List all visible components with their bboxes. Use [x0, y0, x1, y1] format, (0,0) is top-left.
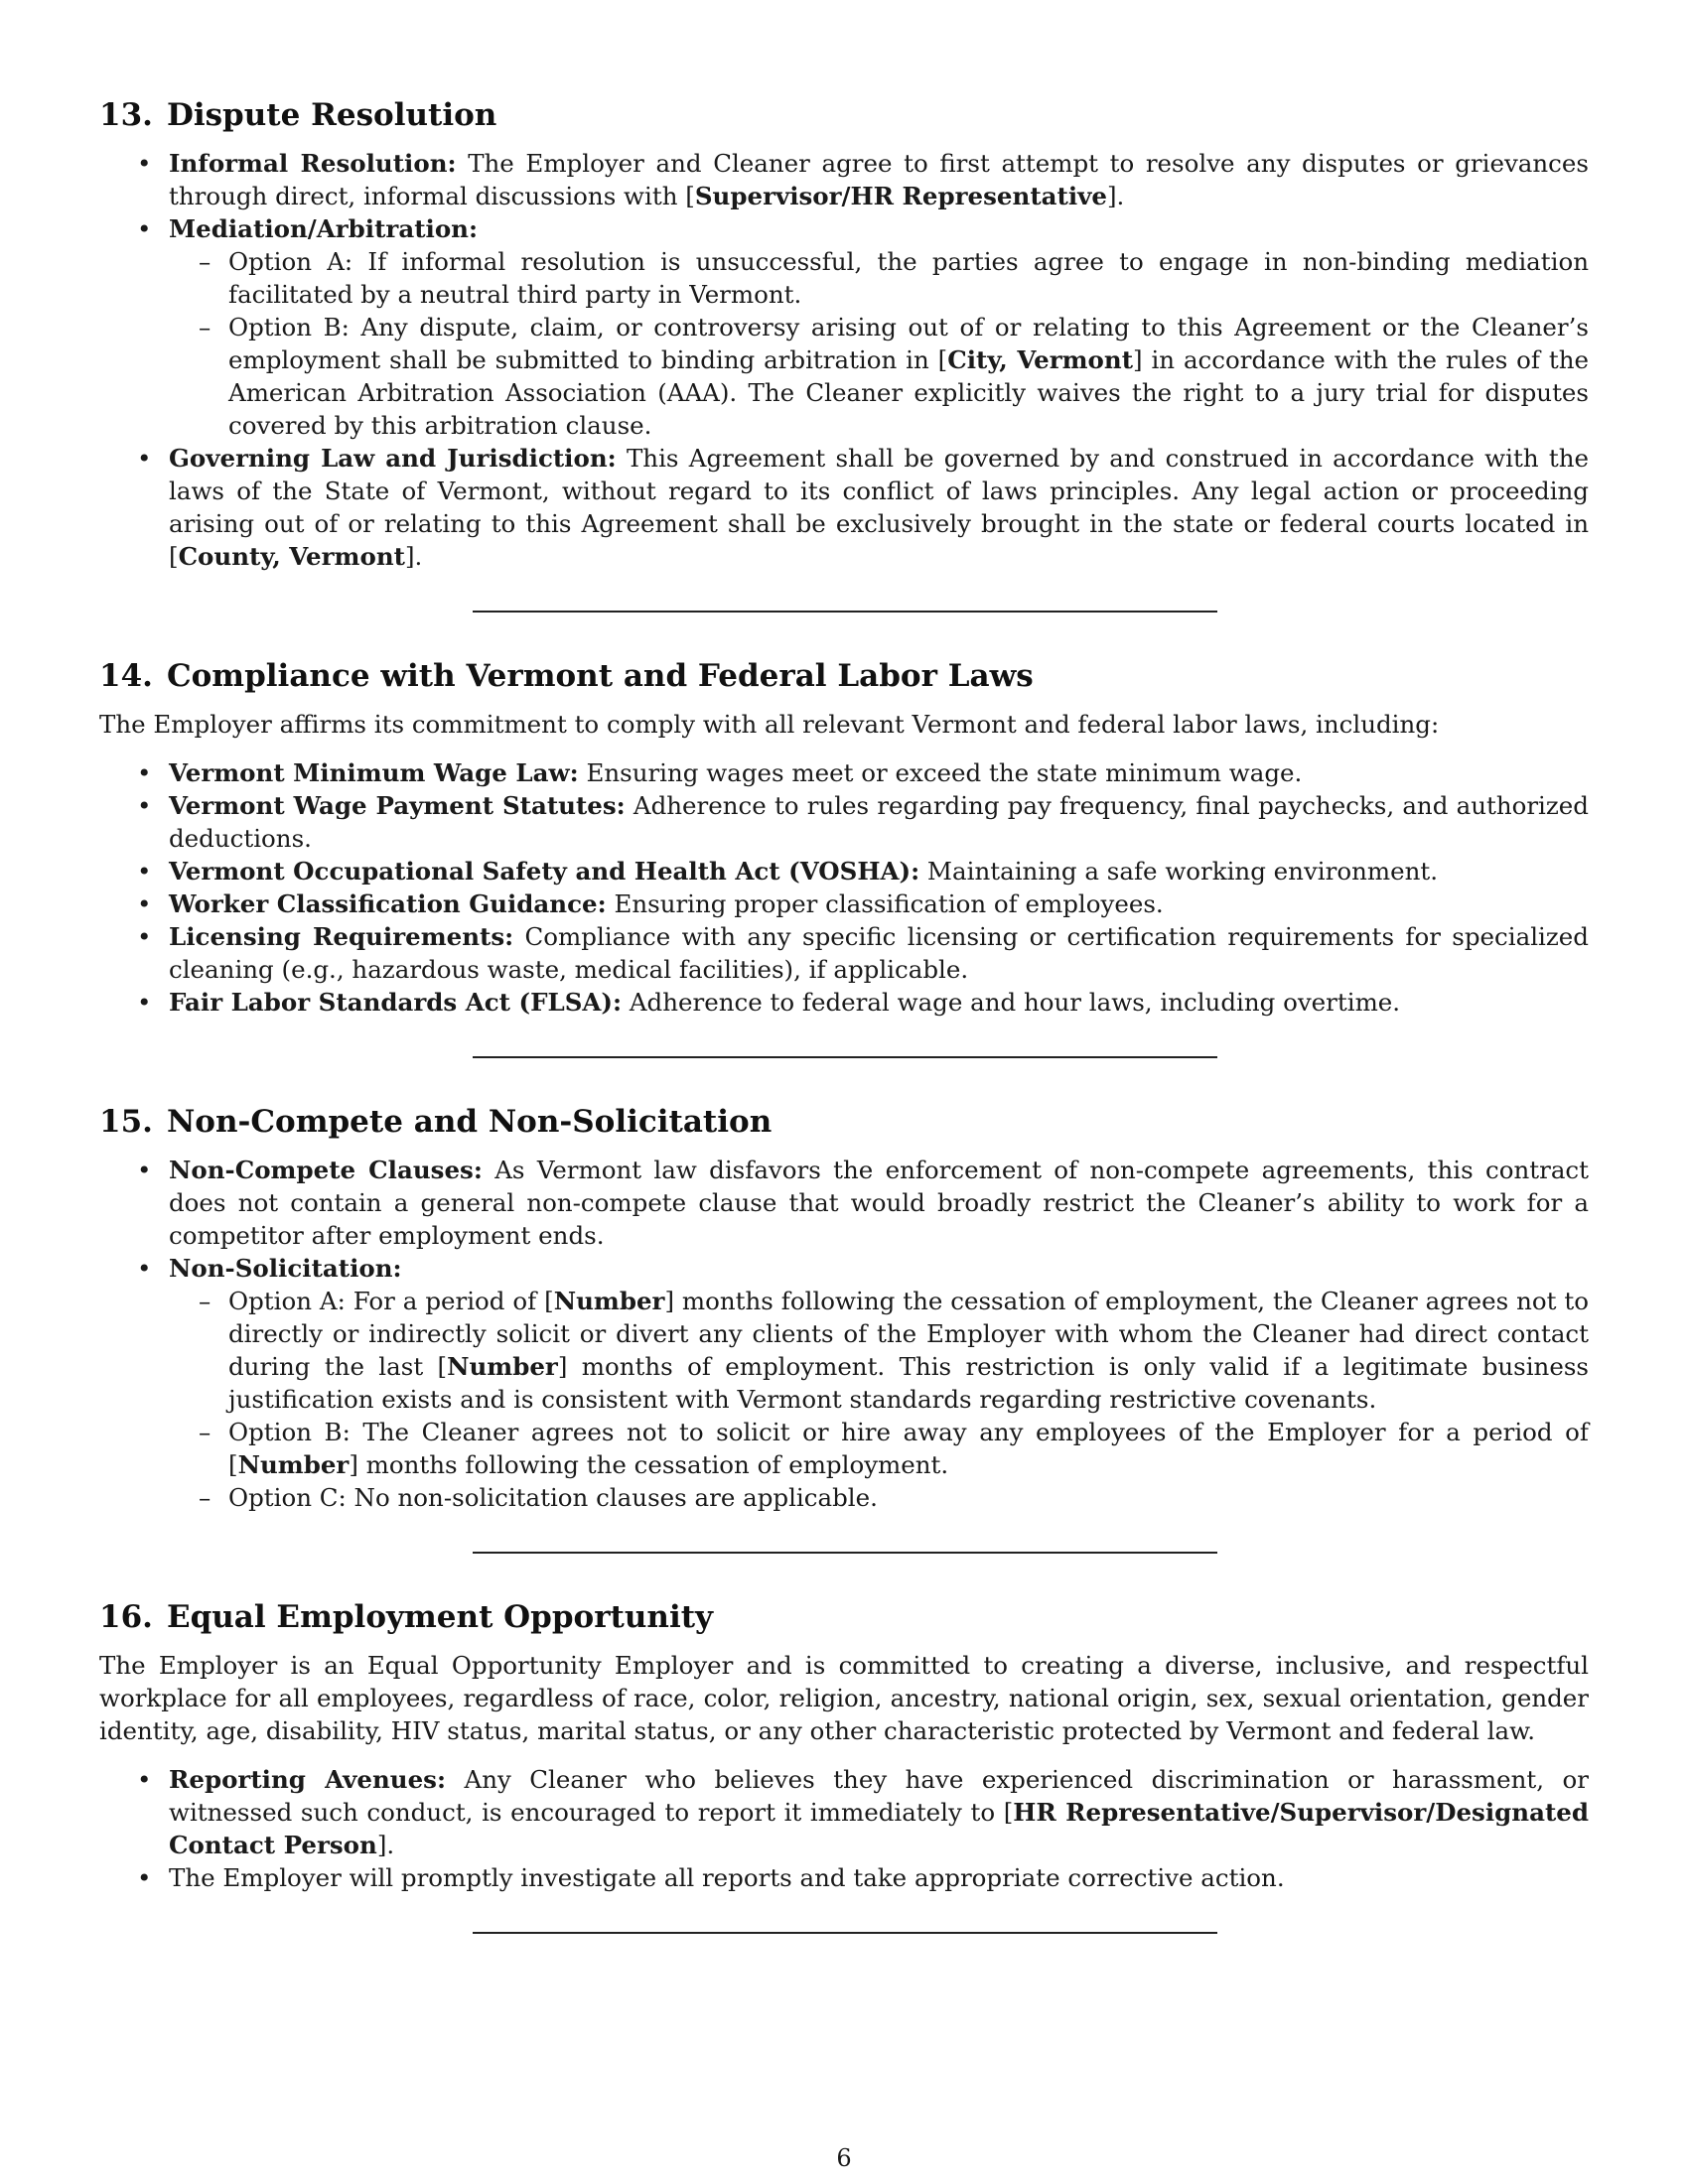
section-intro: The Employer is an Equal Opportunity Employer and is committed to creating a diverse, inclusive, and respectful workplace for all employees, regardless of race, color, religion, ancestry, national origin, sex, sexual orientation, gender identity, age, disability, HIV status, marital status, or any other characteristic protected by Vermont and federal law.	[99, 1651, 1589, 1745]
section-divider	[473, 1552, 1217, 1554]
bullet-list	[99, 1154, 1589, 1514]
section-heading: 16. Equal Employment Opportunity	[99, 1599, 714, 1635]
page-number: 6	[836, 2144, 852, 2172]
list-item: • Worker Classification Guidance: Ensuring proper classification of employees.	[137, 889, 1164, 918]
list-item: • Non-Solicitation: – Option A: For a period of [Number] months following the cessation of employment, the Cleaner agrees not to directly or indirectly solicit or divert any clients of the Employer with whom the Cleaner had direct contact during the last [Number] months of employment. This restriction is only valid if a legitimate business justification exists and is consistent with Vermont standards regarding restrictive covenants. – Option B: The Cleaner agrees not to solicit or hire away any employees of the Employer for a period of [Number] months following the cessation of employment. – Option C: No non-solicitation clauses are applicable.	[137, 1254, 1589, 1512]
section-heading: 13. Dispute Resolution	[99, 97, 497, 133]
bullet-icon: •	[137, 214, 152, 243]
section-non-compete	[99, 1102, 1589, 1554]
section-divider	[473, 1056, 1217, 1058]
dash-icon: –	[199, 1483, 211, 1512]
bullet-icon: •	[137, 1863, 152, 1892]
list-item: • Reporting Avenues: Any Cleaner who believes they have experienced discrimination or harassment, or witnessed such conduct, is encouraged to report it immediately to [HR Representative/Supervisor/Designated Contact Person].	[137, 1765, 1589, 1859]
bullet-icon: •	[137, 889, 152, 918]
section-heading: 14. Compliance with Vermont and Federal Labor Laws	[99, 658, 1034, 694]
list-item: • The Employer will promptly investigate all reports and take appropriate corrective action.	[137, 1863, 1285, 1892]
sub-list	[169, 245, 1589, 442]
bullet-icon: •	[137, 1254, 152, 1283]
bullet-icon: •	[137, 444, 152, 473]
bullet-icon: •	[137, 857, 152, 886]
bullet-icon: •	[137, 149, 152, 178]
bullet-icon: •	[137, 1156, 152, 1184]
list-item: • Governing Law and Jurisdiction: This Agreement shall be governed by and construed in accordance with the laws of the State of Vermont, without regard to its conflict of laws principles. Any legal action or proceeding arising out of or relating to this Agreement shall be exclusively brought in the state or federal courts located in [County, Vermont].	[137, 444, 1590, 571]
bullet-list	[99, 1763, 1589, 1894]
section-compliance	[99, 656, 1589, 1058]
bullet-icon: •	[137, 922, 152, 951]
document-page	[99, 95, 1589, 1978]
dash-icon: –	[199, 1287, 211, 1315]
dash-icon: –	[199, 1418, 211, 1446]
bullet-icon: •	[137, 1765, 152, 1794]
dash-icon: –	[199, 313, 211, 341]
list-item: • Informal Resolution: The Employer and Cleaner agree to first attempt to resolve any disputes or grievances through direct, informal discussions with [Supervisor/HR Representative].	[137, 149, 1589, 210]
sub-list-item: – Option C: No non-solicitation clauses are applicable.	[199, 1483, 878, 1512]
list-item: • Vermont Wage Payment Statutes: Adherence to rules regarding pay frequency, final paychecks, and authorized deductions.	[137, 791, 1589, 853]
list-item: • Vermont Minimum Wage Law: Ensuring wages meet or exceed the state minimum wage.	[137, 758, 1303, 787]
dash-icon: –	[199, 247, 211, 276]
section-intro: The Employer affirms its commitment to comply with all relevant Vermont and federal labor laws, including:	[99, 710, 1440, 739]
sub-list-item: – Option B: Any dispute, claim, or controversy arising out of or relating to this Agreement or the Cleaner’s employment shall be submitted to binding arbitration in [City, Vermont] in accordance with the rules of the American Arbitration Association (AAA). The Cleaner explicitly waives the right to a jury trial for disputes covered by this arbitration clause.	[199, 313, 1589, 440]
bullet-icon: •	[137, 988, 152, 1017]
sub-list	[169, 1285, 1589, 1514]
list-item: • Non-Compete Clauses: As Vermont law disfavors the enforcement of non-compete agreements, this contract does not contain a general non-compete clause that would broadly restrict the Cleaner’s ability to work for a competitor after employment ends.	[137, 1156, 1589, 1250]
section-heading: 15. Non-Compete and Non-Solicitation	[99, 1104, 773, 1140]
bullet-list	[99, 756, 1589, 1019]
bullet-icon: •	[137, 791, 152, 820]
section-dispute-resolution	[99, 95, 1589, 613]
section-divider	[473, 1932, 1217, 1934]
sub-list-item: – Option B: The Cleaner agrees not to solicit or hire away any employees of the Employer for a period of [Number] months following the cessation of employment.	[199, 1418, 1589, 1479]
bullet-icon: •	[137, 758, 152, 787]
sub-list-item: – Option A: If informal resolution is unsuccessful, the parties agree to engage in non-binding mediation facilitated by a neutral third party in Vermont.	[199, 247, 1589, 309]
list-item: • Fair Labor Standards Act (FLSA): Adherence to federal wage and hour laws, including overtime.	[137, 988, 1401, 1017]
section-divider	[473, 611, 1217, 613]
bullet-list	[99, 147, 1589, 573]
list-item: • Licensing Requirements: Compliance with any specific licensing or certification requirements for specialized cleaning (e.g., hazardous waste, medical facilities), if applicable.	[137, 922, 1589, 984]
section-equal-employment	[99, 1597, 1589, 1934]
sub-list-item: – Option A: For a period of [Number] months following the cessation of employment, the Cleaner agrees not to directly or indirectly solicit or divert any clients of the Employer with whom the Cleaner had direct contact during the last [Number] months of employment. This restriction is only valid if a legitimate business justification exists and is consistent with Vermont standards regarding restrictive covenants.	[199, 1287, 1589, 1414]
list-item: • Vermont Occupational Safety and Health Act (VOSHA): Maintaining a safe working environment.	[137, 857, 1439, 886]
list-item: • Mediation/Arbitration: – Option A: If informal resolution is unsuccessful, the parties agree to engage in non-binding mediation facilitated by a neutral third party in Vermont. – Option B: Any dispute, claim, or controversy arising out of or relating to this Agreement or the Cleaner’s employment shall be submitted to binding arbitration in [City, Vermont] in accordance with the rules of the American Arbitration Association (AAA). The Cleaner explicitly waives the right to a jury trial for disputes covered by this arbitration clause.	[137, 214, 1589, 440]
